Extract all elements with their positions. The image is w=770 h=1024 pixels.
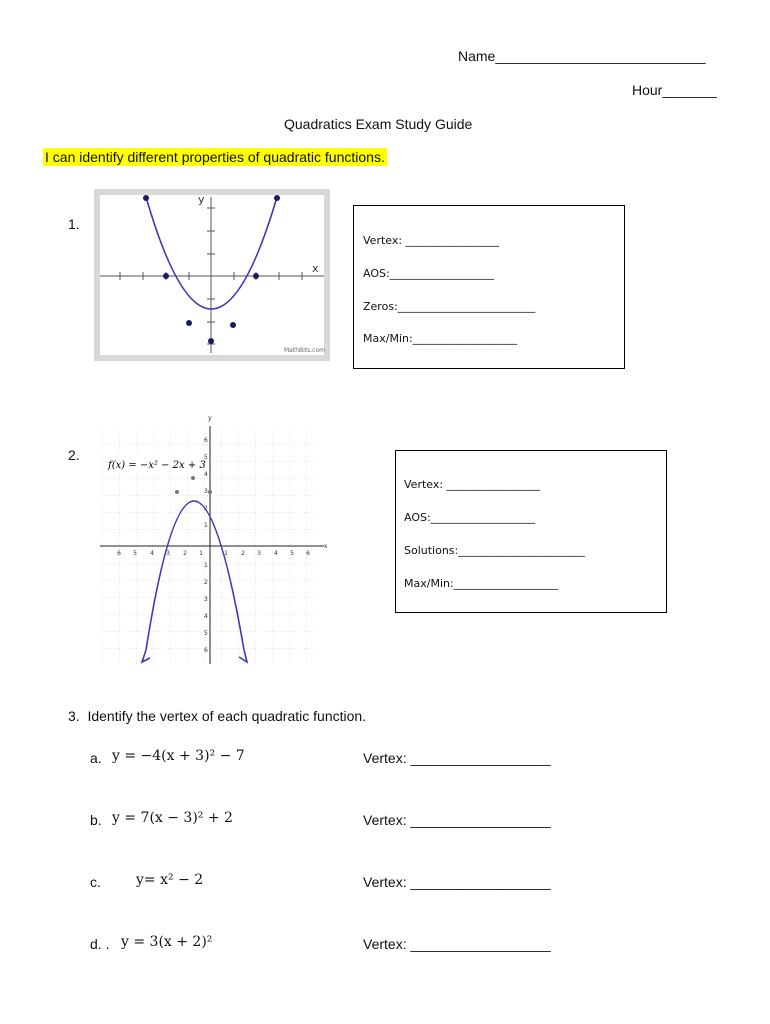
- q2-y-label: y: [208, 415, 212, 422]
- q3c-letter: c.: [90, 874, 101, 890]
- q2-x-tick: 3: [166, 550, 170, 557]
- q2-x-tick: 1: [199, 550, 203, 557]
- q3a-letter: a.: [90, 750, 102, 766]
- q1-point: [143, 195, 149, 201]
- q2-x-tick: 2: [183, 550, 187, 557]
- q2-y-tick: 4: [204, 471, 208, 478]
- q1-point: [253, 273, 259, 279]
- q2-y-tick: 6: [204, 437, 208, 444]
- q2-y-tick: 1: [204, 522, 208, 529]
- q2-y-tick: 5: [204, 454, 208, 461]
- q2-point: [208, 490, 212, 494]
- q3a-vertex-field[interactable]: Vertex: __________________: [363, 750, 551, 766]
- q2-number: 2.: [68, 447, 80, 463]
- q1-vertex-point: [208, 338, 214, 344]
- q2-x-tick: 1: [224, 550, 228, 557]
- q3b-equation: y = 7(x − 3)² + 2: [112, 810, 233, 826]
- q2-y-tick: 4: [204, 613, 208, 620]
- q2-point: [175, 490, 179, 494]
- q2-maxmin-field[interactable]: Max/Min:___________________: [404, 577, 559, 590]
- learning-objective: I can identify different properties of quadratic functions.: [45, 149, 385, 165]
- q1-maxmin-field[interactable]: Max/Min:___________________: [363, 332, 518, 345]
- q1-vertex-field[interactable]: Vertex: _________________: [363, 234, 500, 247]
- q1-answer-box: [353, 205, 625, 369]
- q2-x-label: x: [324, 543, 328, 550]
- q2-x-tick: 5: [133, 550, 137, 557]
- q2-y-tick: 5: [204, 630, 208, 637]
- q2-y-tick: 2: [204, 505, 208, 512]
- q1-point: [230, 322, 236, 328]
- q3b-vertex-field[interactable]: Vertex: __________________: [363, 812, 551, 828]
- q3d-equation: y = 3(x + 2)²: [121, 934, 213, 950]
- q2-answer-box: [395, 450, 667, 613]
- q2-parabola-graph: [98, 412, 334, 668]
- q2-y-tick: 3: [204, 596, 208, 603]
- q1-point: [163, 273, 169, 279]
- q2-y-tick: 6: [204, 647, 208, 654]
- q3d-letter: d. .: [90, 936, 110, 952]
- q1-x-label: x: [312, 262, 319, 275]
- q1-y-label: y: [198, 193, 205, 206]
- q1-point: [274, 195, 280, 201]
- q2-x-tick: 6: [306, 550, 310, 557]
- q2-vertex-point: [191, 476, 195, 480]
- q3a-equation: y = −4(x + 3)² − 7: [112, 748, 245, 764]
- q2-aos-field[interactable]: AOS:___________________: [404, 511, 536, 524]
- q1-watermark: MathBits.com: [284, 347, 325, 354]
- q2-y-tick: 3: [204, 488, 208, 495]
- q2-x-tick: 4: [274, 550, 278, 557]
- q2-function-label: f(x) = −x² − 2x + 3: [108, 460, 206, 471]
- q3c-equation: y= x² − 2: [136, 872, 204, 888]
- q1-point: [186, 320, 192, 326]
- q3c-vertex-field[interactable]: Vertex: __________________: [363, 874, 551, 890]
- q2-x-tick: 5: [290, 550, 294, 557]
- q2-x-tick: 2: [241, 550, 245, 557]
- q2-solutions-field[interactable]: Solutions:_______________________: [404, 544, 585, 557]
- q2-vertex-field[interactable]: Vertex: _________________: [404, 478, 541, 491]
- q2-x-tick: 6: [117, 550, 121, 557]
- q2-x-tick: 4: [150, 550, 154, 557]
- q3-prompt: 3. Identify the vertex of each quadratic function.: [68, 708, 367, 724]
- q1-parabola-graph: [94, 189, 330, 361]
- hour-field[interactable]: Hour_______: [632, 82, 717, 98]
- q2-y-tick: 2: [204, 579, 208, 586]
- q3b-letter: b.: [90, 812, 102, 828]
- q2-x-tick: 3: [257, 550, 261, 557]
- q1-aos-field[interactable]: AOS:___________________: [363, 267, 495, 280]
- q3d-vertex-field[interactable]: Vertex: __________________: [363, 936, 551, 952]
- q1-number: 1.: [68, 216, 80, 232]
- q1-zeros-field[interactable]: Zeros:_________________________: [363, 300, 536, 313]
- page-title: Quadratics Exam Study Guide: [284, 116, 473, 132]
- name-field[interactable]: Name___________________________: [458, 48, 706, 64]
- q2-y-tick: 1: [204, 562, 208, 569]
